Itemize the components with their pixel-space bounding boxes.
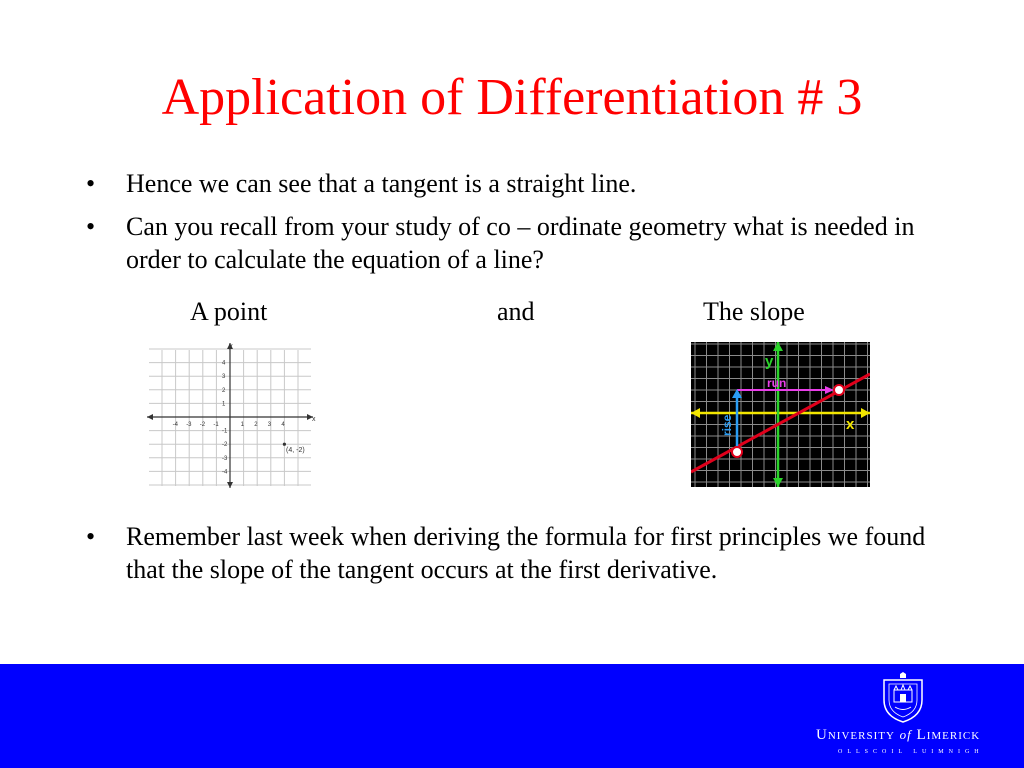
university-limerick-initial: L <box>916 727 927 743</box>
bullet-text: Remember last week when deriving the formula for first principles we found that the slope of the tangent occurs at the first derivative. <box>126 522 926 584</box>
bullet-text: Hence we can see that a tangent is a straight line. <box>126 169 637 198</box>
y-tick-label: 4 <box>222 360 226 367</box>
bullet-dot: • <box>86 212 96 241</box>
bullet-item <box>84 210 944 276</box>
slope-graph-y-label: y <box>765 353 774 370</box>
x-tick-label: -4 <box>172 422 178 428</box>
line-requirements-labels <box>0 295 1024 329</box>
x-tick-label: 2 <box>254 422 258 428</box>
x-tick-label: 3 <box>267 422 272 428</box>
x-tick-label: 1 <box>240 422 244 428</box>
bullet-dot: • <box>86 169 96 198</box>
bullet-item <box>84 167 944 200</box>
point-coordinate-graph <box>145 340 321 490</box>
point-graph-point-label: (4, -2) <box>286 447 305 454</box>
university-name-initial: U <box>816 727 828 743</box>
x-axis-arrow-left <box>147 414 153 420</box>
bullet-dot: • <box>86 522 96 551</box>
university-irish-name: OLLSCOIL LUIMNIGH <box>838 749 984 755</box>
x-tick-label: -2 <box>199 422 206 428</box>
point-graph-x-axis-label: x <box>312 416 316 423</box>
slope-graph-run-label: run <box>767 376 787 390</box>
university-name-rest: NIVERSITY <box>827 730 895 742</box>
university-crest-logo <box>880 672 926 724</box>
slope-graph-rise-label: rise <box>720 414 734 436</box>
university-limerick-rest: IMERICK <box>926 730 981 742</box>
y-tick-label: -3 <box>222 455 228 462</box>
point-graph-y-axis-label: y <box>229 343 233 350</box>
bullet-list <box>84 167 944 286</box>
y-tick-label: -2 <box>222 442 228 449</box>
point-graph-axes <box>147 343 313 488</box>
y-tick-label: 3 <box>222 374 226 381</box>
bottom-bullet-list <box>84 520 944 596</box>
y-tick-label: -1 <box>222 428 228 435</box>
slide-title: Application of Differentiation # 3 <box>161 69 863 126</box>
slope-graph-point-upper <box>834 385 844 395</box>
bullet-text: Can you recall from your study of co – ordinate geometry what is needed in order to calculate the equation of a line? <box>126 212 915 274</box>
slope-graph <box>691 342 870 487</box>
university-name <box>816 727 980 744</box>
x-tick-label: -1 <box>213 422 219 428</box>
y-tick-label: -4 <box>222 469 228 476</box>
x-tick-label: -3 <box>186 422 192 428</box>
x-tick-label: 4 <box>281 422 285 428</box>
label-and: and <box>497 297 535 326</box>
y-tick-label: 1 <box>222 401 226 408</box>
label-a-point: A point <box>190 297 268 326</box>
label-the-slope: The slope <box>703 297 805 326</box>
y-tick-label: 2 <box>222 387 226 394</box>
plotted-point <box>283 443 286 446</box>
slope-graph-x-label: x <box>846 416 855 433</box>
slope-graph-point-lower <box>732 447 742 457</box>
university-name-of: of <box>899 727 912 742</box>
bullet-item <box>84 520 944 586</box>
